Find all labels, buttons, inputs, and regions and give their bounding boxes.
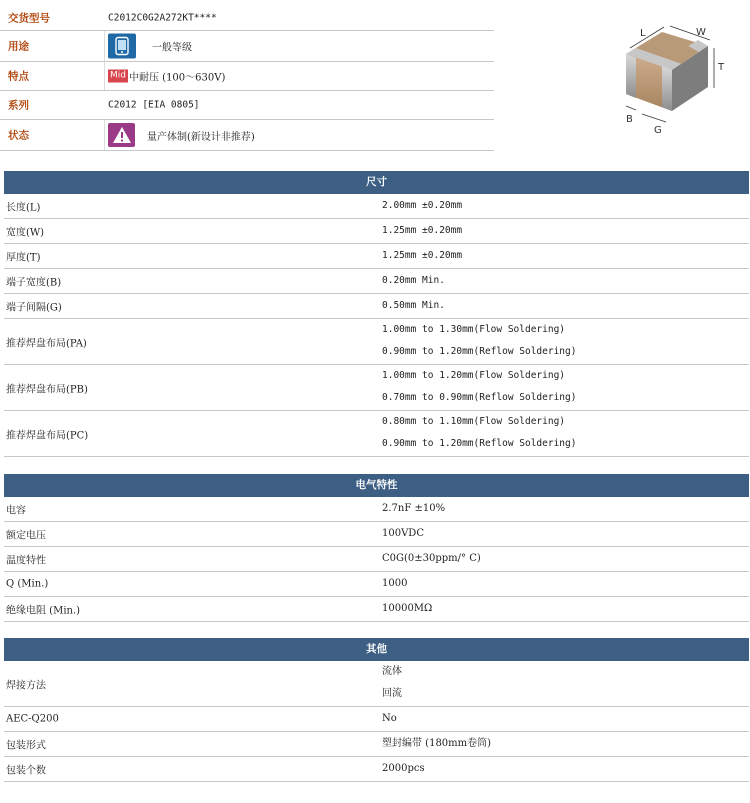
row-value-line: 1000 bbox=[382, 578, 408, 589]
row-value-line: 1.00mm to 1.30mm(Flow Soldering) bbox=[382, 324, 566, 335]
row-label: AEC-Q200 bbox=[6, 713, 59, 725]
row-value-line: 10000MΩ bbox=[382, 603, 433, 614]
row-value bbox=[382, 365, 576, 409]
row-label: 焊接方法 bbox=[6, 680, 46, 691]
row-label: 绝缘电阻 (Min.) bbox=[6, 605, 81, 617]
row-value bbox=[382, 411, 576, 455]
table-row bbox=[4, 194, 749, 219]
table-row bbox=[4, 547, 749, 572]
feature-label: 特点 bbox=[8, 70, 29, 83]
row-value-line: 0.50mm Min. bbox=[382, 300, 445, 311]
status-value-group bbox=[108, 123, 255, 147]
row-value-line: 1.25mm ±0.20mm bbox=[382, 250, 463, 261]
usage-value-group bbox=[108, 34, 192, 59]
row-value bbox=[382, 294, 445, 318]
size-section-header: 尺寸 bbox=[4, 171, 749, 194]
row-label: 包装个数 bbox=[6, 765, 46, 777]
row-value-line: 0.90mm to 1.20mm(Reflow Soldering) bbox=[382, 438, 577, 449]
feature-value: 中耐压 (100～630V) bbox=[128, 72, 226, 84]
mid-voltage-badge: Mid bbox=[110, 70, 126, 81]
row-label: 端子间隔(G) bbox=[6, 302, 62, 314]
row-value bbox=[382, 732, 491, 756]
table-row bbox=[4, 411, 749, 457]
row-value bbox=[382, 547, 481, 571]
row-value-line: 1.25mm ±0.20mm bbox=[382, 225, 463, 236]
dim-b-label: B bbox=[626, 114, 633, 125]
row-value-line: 塑封编带 (180mm卷筒) bbox=[382, 738, 492, 749]
row-value-line: 1.00mm to 1.20mm(Flow Soldering) bbox=[382, 370, 566, 381]
usage-label: 用途 bbox=[8, 40, 29, 53]
feature-row bbox=[0, 62, 494, 91]
row-value bbox=[382, 572, 407, 596]
row-value bbox=[382, 497, 445, 521]
row-label: 推荐焊盘布局(PA) bbox=[6, 338, 87, 349]
dim-t-label: T bbox=[718, 62, 725, 73]
electrical-table bbox=[4, 497, 749, 622]
table-row bbox=[4, 732, 749, 757]
electrical-section-header: 电气特性 bbox=[4, 474, 749, 497]
row-value-line: No bbox=[382, 713, 397, 724]
table-row bbox=[4, 597, 749, 622]
usage-row bbox=[0, 31, 494, 62]
table-row bbox=[4, 244, 749, 269]
row-label: 包装形式 bbox=[6, 740, 46, 752]
dim-g-label: G bbox=[654, 125, 662, 136]
row-label: 温度特性 bbox=[6, 555, 46, 567]
row-value bbox=[382, 244, 462, 268]
row-value bbox=[382, 319, 576, 363]
part-number-value: C2012C0G2A272KT**** bbox=[108, 12, 217, 24]
row-value bbox=[382, 597, 432, 621]
row-value bbox=[382, 522, 424, 546]
row-label: 电容 bbox=[6, 505, 26, 517]
row-value bbox=[382, 707, 397, 731]
row-label: 宽度(W) bbox=[6, 227, 45, 239]
row-value bbox=[382, 661, 402, 705]
table-row bbox=[4, 365, 749, 411]
row-label: 额定电压 bbox=[6, 530, 46, 542]
other-section-header: 其他 bbox=[4, 638, 749, 661]
row-value-line: 0.80mm to 1.10mm(Flow Soldering) bbox=[382, 416, 566, 427]
dim-w-label: W bbox=[696, 27, 706, 38]
series-value: C2012 [EIA 0805] bbox=[108, 99, 200, 111]
table-row bbox=[4, 269, 749, 294]
row-value-line: 2.7nF ±10% bbox=[382, 503, 446, 514]
usage-value: 一般等级 bbox=[152, 42, 192, 54]
row-value-line: C0G(0±30ppm/° C) bbox=[382, 553, 481, 564]
part-number-label: 交货型号 bbox=[8, 12, 50, 25]
table-row bbox=[4, 497, 749, 522]
status-row bbox=[0, 120, 494, 151]
table-row bbox=[4, 294, 749, 319]
size-section bbox=[4, 171, 749, 457]
table-row bbox=[4, 661, 749, 707]
status-value: 量产体制(新设计非推荐) bbox=[147, 131, 255, 143]
row-label: 长度(L) bbox=[6, 202, 41, 214]
row-value-line: 0.90mm to 1.20mm(Reflow Soldering) bbox=[382, 346, 577, 357]
table-row bbox=[4, 219, 749, 244]
row-value-line: 0.20mm Min. bbox=[382, 275, 445, 286]
row-value bbox=[382, 269, 445, 293]
row-label: 端子宽度(B) bbox=[6, 277, 62, 289]
series-label: 系列 bbox=[8, 99, 29, 112]
table-row bbox=[4, 319, 749, 365]
series-row bbox=[0, 91, 494, 120]
status-label: 状态 bbox=[8, 129, 29, 142]
electrical-section bbox=[4, 474, 749, 622]
row-label: 推荐焊盘布局(PB) bbox=[6, 384, 88, 395]
feature-value-group bbox=[108, 69, 225, 84]
row-label: 推荐焊盘布局(PC) bbox=[6, 430, 89, 441]
row-value-line: 流体 bbox=[382, 666, 402, 677]
row-value-line: 2.00mm ±0.20mm bbox=[382, 200, 463, 211]
chip-dimension-diagram bbox=[596, 10, 736, 140]
row-value bbox=[382, 757, 425, 781]
row-value bbox=[382, 219, 462, 243]
other-section bbox=[4, 638, 749, 782]
table-row bbox=[4, 757, 749, 782]
row-value-line: 100VDC bbox=[382, 528, 424, 539]
size-table bbox=[4, 194, 749, 457]
row-value bbox=[382, 194, 462, 218]
dim-l-label: L bbox=[640, 28, 646, 39]
table-row bbox=[4, 707, 749, 732]
table-row bbox=[4, 522, 749, 547]
row-value-line: 0.70mm to 0.90mm(Reflow Soldering) bbox=[382, 392, 577, 403]
row-value-line: 回流 bbox=[382, 688, 402, 699]
table-row bbox=[4, 572, 749, 597]
product-info bbox=[0, 6, 494, 151]
warning-icon bbox=[108, 123, 135, 147]
smartphone-icon bbox=[108, 34, 136, 59]
row-value-line: 2000pcs bbox=[382, 763, 425, 774]
row-label: 厚度(T) bbox=[6, 252, 41, 264]
row-label: Q (Min.) bbox=[6, 578, 49, 590]
other-table bbox=[4, 661, 749, 782]
part-number-row bbox=[0, 6, 494, 31]
